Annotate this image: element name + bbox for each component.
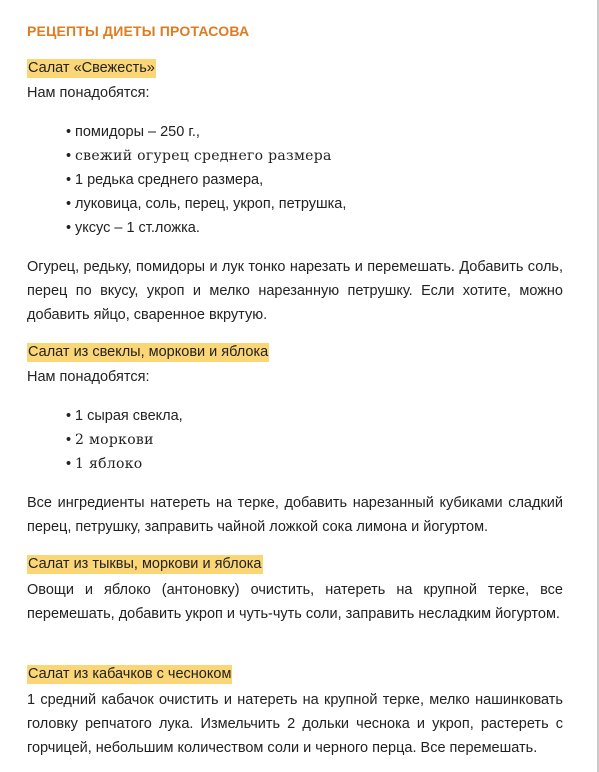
recipe-heading: Салат из кабачков с чесноком	[28, 666, 232, 682]
recipe-instructions: Овощи и яблоко (антоновку) очистить, натереть на крупной терке, все перемешать, добавить укроп и чуть-чуть соли, заправить несладким йогуртом.	[27, 582, 563, 622]
recipe-instructions: Все ингредиенты натереть на терке, добавить нарезанный кубиками сладкий перец, петрушку, заправить чайной ложкой сока лимона и йогуртом.	[27, 495, 563, 535]
recipe-heading: Салат «Свежесть»	[28, 60, 155, 76]
bullet-icon: •	[66, 196, 72, 212]
ingredient-item: • свежий огурец среднего размера	[66, 148, 332, 164]
recipe-heading: Салат из тыквы, моркови и яблока	[28, 556, 262, 572]
bullet-icon: •	[66, 432, 72, 448]
ingredient-item: • 1 яблоко	[66, 456, 143, 472]
page-title: РЕЦЕПТЫ ДИЕТЫ ПРОТАСОВА	[27, 23, 250, 39]
bullet-icon: •	[66, 124, 72, 140]
ingredient-item: • уксус – 1 ст.ложка.	[66, 220, 200, 236]
bullet-icon: •	[66, 220, 72, 236]
ingredient-item: • луковица, соль, перец, укроп, петрушка,	[66, 196, 347, 212]
bullet-icon: •	[66, 148, 72, 164]
bullet-icon: •	[66, 456, 72, 472]
ingredient-item: • помидоры – 250 г.,	[66, 124, 200, 140]
ingredient-item: • 2 моркови	[66, 432, 154, 448]
recipe-heading: Салат из свеклы, моркови и яблока	[28, 344, 269, 360]
ingredients-intro: Нам понадобятся:	[27, 369, 150, 385]
recipe-instructions: 1 средний кабачок очистить и натереть на крупной терке, мелко нашинковать головку репчатого лука. Измельчить 2 дольки чеснока и укроп, растереть с горчицей, небольшим количеством соли и черного перца. Все перемешать.	[27, 692, 563, 756]
ingredients-intro: Нам понадобятся:	[27, 85, 150, 101]
bullet-icon: •	[66, 172, 72, 188]
ingredient-item: • 1 редька среднего размера,	[66, 172, 264, 188]
ingredient-item: • 1 сырая свекла,	[66, 408, 183, 424]
recipe-instructions: Огурец, редьку, помидоры и лук тонко нарезать и перемешать. Добавить соль, перец по вкусу, укроп и мелко нарезанную петрушку. Если хотите, можно добавить яйцо, сваренное вкрутую.	[27, 259, 563, 323]
bullet-icon: •	[66, 408, 72, 424]
